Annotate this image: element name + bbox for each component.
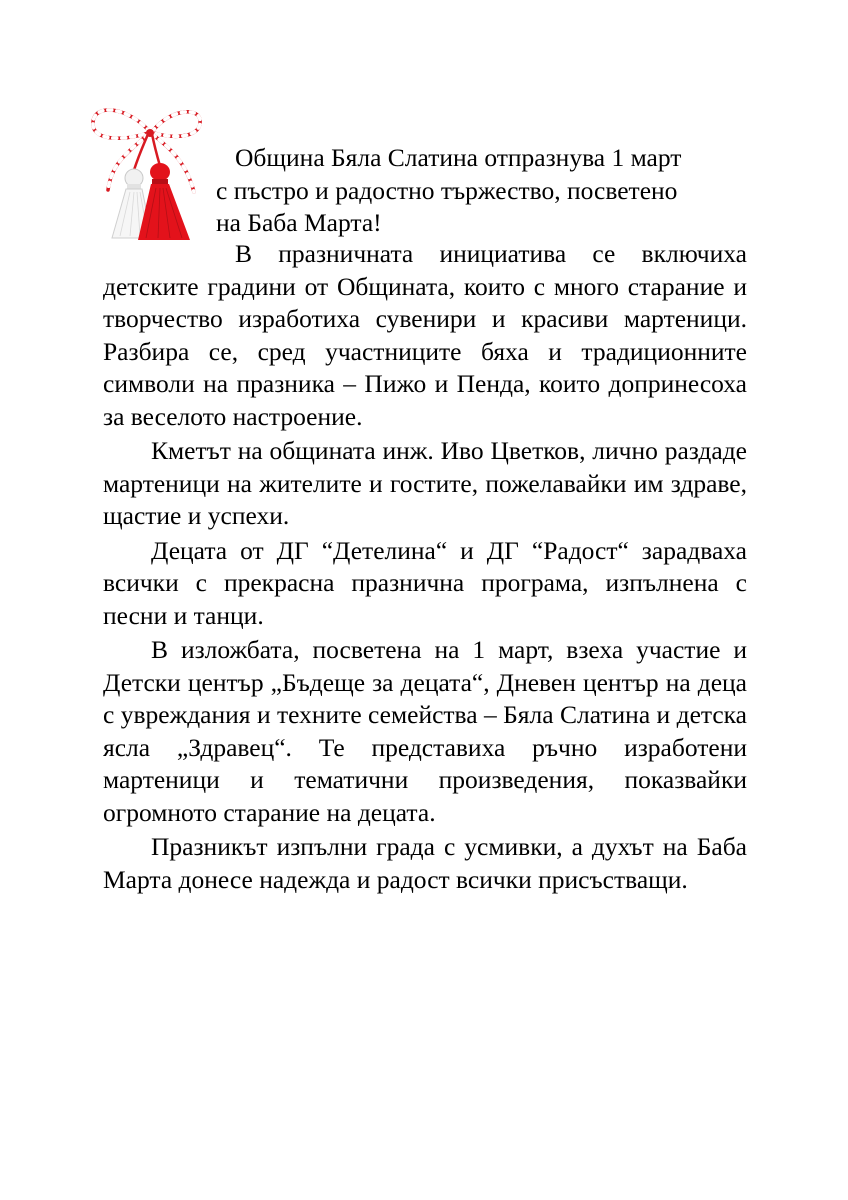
intro-line: на Баба Марта!: [216, 208, 382, 237]
article-body: [103, 238, 747, 898]
intro-line: Община Бяла Слатина отпразнува 1 март: [235, 143, 682, 172]
paragraph: В изложбата, посветена на 1 март, взеха участие и Детски център „Бъдеще за децата“, Дневен център на деца с увреждания и техните семейства – Бяла Слатина и детска ясла „Здравец“. Те представиха ръчно изработени мартеници и тематични произведения, показвайки огромното старание на децата.: [103, 635, 747, 827]
paragraph: Децата от ДГ “Детелина“ и ДГ “Радост“ зарадваха всички с прекрасна празнична програма, изпълнена с песни и танци.: [103, 535, 747, 630]
paragraph: Празникът изпълни града с усмивки, а духът на Баба Марта донесе надежда и радост всички присъстващи.: [103, 832, 747, 894]
intro-line: с пъстро и радостно тържество, посветено: [216, 175, 678, 205]
paragraph-first-line: В празничната инициатива се включиха: [235, 239, 747, 268]
red-tassel: [138, 163, 190, 240]
martenitsa-icon: [90, 100, 205, 245]
paragraph: Кметът на общината инж. Иво Цветков, лично раздаде мартеници на жителите и гостите, пожелавайки им здраве, щастие и успехи.: [103, 436, 747, 530]
intro-block: [216, 142, 756, 240]
paragraph: [103, 238, 747, 433]
paragraph-text: детските градини от Общината, които с много старание и творчество изработиха сувенири и красиви мартеници. Разбира се, сред участниците бяха и традиционните символи на празника – Пижо и Пенда, които допринесоха за веселото настроение.: [103, 271, 747, 431]
